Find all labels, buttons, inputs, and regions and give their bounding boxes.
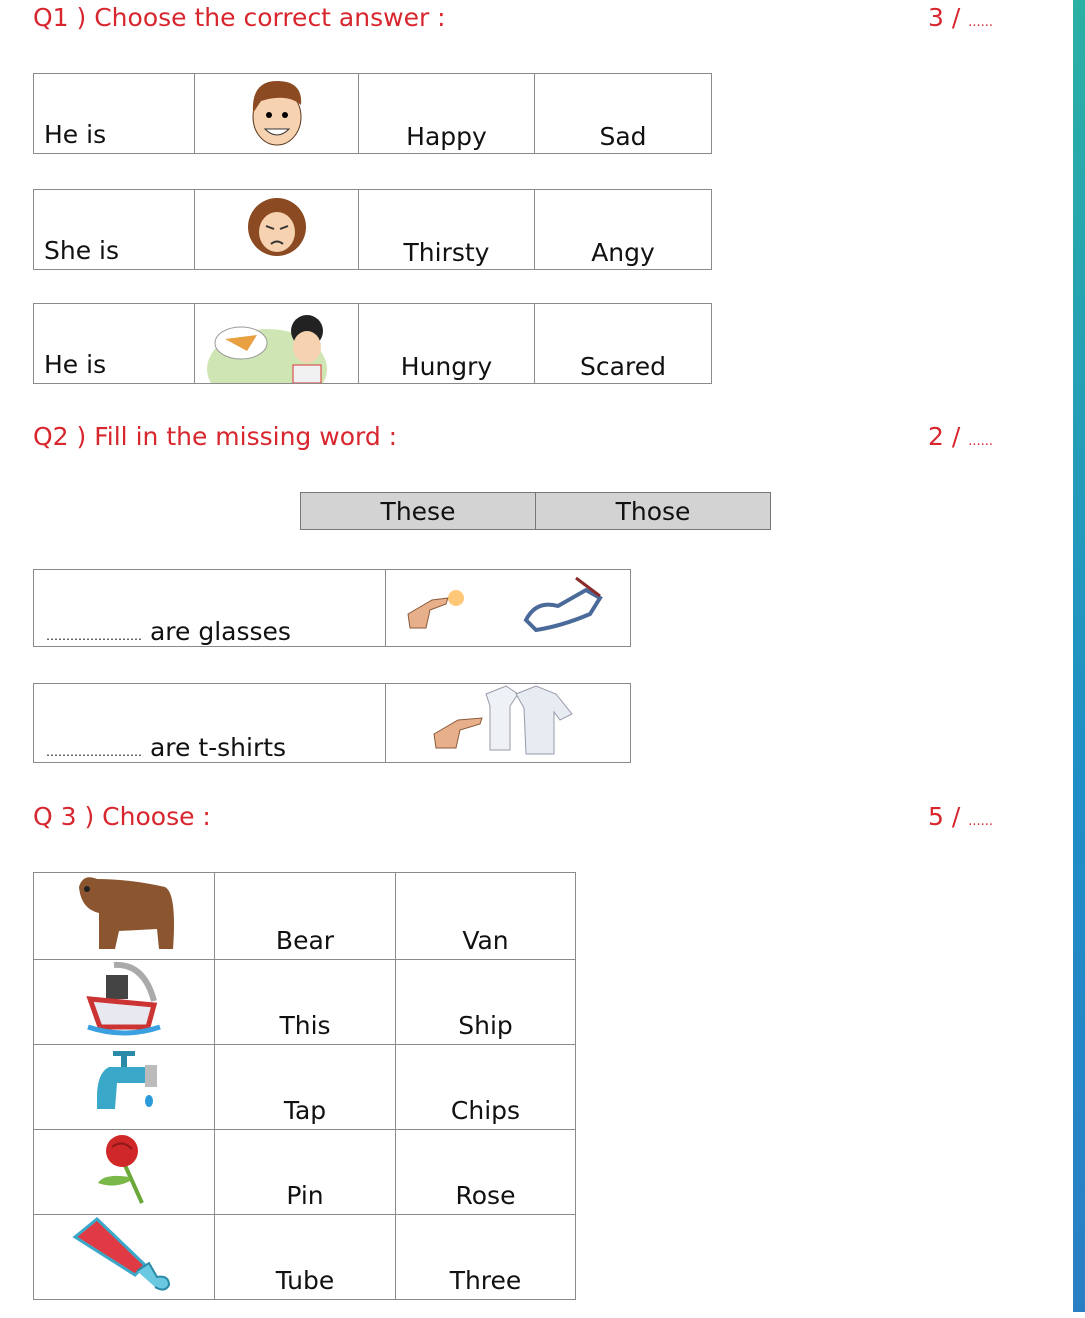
option-three[interactable]: Three — [396, 1215, 576, 1300]
toothpaste-tube-icon — [69, 1215, 179, 1293]
option-hungry[interactable]: Hungry — [359, 304, 535, 384]
row-label: She is — [34, 190, 195, 270]
hungry-boy-pizza-icon — [207, 309, 347, 383]
q2-row-1 — [33, 569, 631, 647]
table-row — [34, 873, 576, 960]
ship-icon — [84, 961, 164, 1037]
option-rose[interactable]: Rose — [396, 1130, 576, 1215]
q1-title: Q1 ) Choose the correct answer : — [33, 3, 446, 32]
pointing-tshirts-icon — [386, 684, 630, 756]
q2-row-2 — [33, 683, 631, 763]
bear-icon — [69, 873, 179, 953]
row-label: He is — [34, 304, 195, 384]
option-this[interactable]: This — [215, 960, 396, 1045]
word-those: Those — [536, 493, 771, 530]
option-tube[interactable]: Tube — [215, 1215, 396, 1300]
option-van[interactable]: Van — [396, 873, 576, 960]
q1-row-2 — [33, 189, 712, 270]
answer-blank[interactable]: …………………… — [46, 745, 142, 759]
rose-icon — [94, 1133, 154, 1205]
pointing-glasses-icon — [386, 570, 630, 640]
option-happy[interactable]: Happy — [359, 74, 535, 154]
table-row — [34, 1215, 576, 1300]
page-edge-bar — [1073, 0, 1085, 1312]
option-chips[interactable]: Chips — [396, 1045, 576, 1130]
row-label: He is — [34, 74, 195, 154]
table-row — [34, 1045, 576, 1130]
angry-girl-face-icon — [246, 196, 308, 258]
sentence-text: are t-shirts — [149, 733, 287, 762]
option-thirsty[interactable]: Thirsty — [359, 190, 535, 270]
q2-title: Q2 ) Fill in the missing word : — [33, 422, 398, 451]
word-bank — [300, 492, 771, 530]
table-row — [34, 960, 576, 1045]
sentence-text: are glasses — [149, 617, 291, 646]
table-row — [34, 1130, 576, 1215]
option-bear[interactable]: Bear — [215, 873, 396, 960]
option-angry[interactable]: Angy — [535, 190, 712, 270]
option-scared[interactable]: Scared — [535, 304, 712, 384]
q3-title: Q 3 ) Choose : — [33, 802, 211, 831]
q3-score: 5 / ...... — [928, 802, 994, 831]
option-sad[interactable]: Sad — [535, 74, 712, 154]
q3-table — [33, 872, 576, 1300]
option-ship[interactable]: Ship — [396, 960, 576, 1045]
word-these: These — [301, 493, 536, 530]
happy-boy-face-icon — [247, 75, 307, 147]
q2-score: 2 / ...... — [928, 422, 994, 451]
q1-score: 3 / ...... — [928, 3, 994, 32]
tap-icon — [89, 1049, 159, 1119]
q1-row-1 — [33, 73, 712, 154]
option-tap[interactable]: Tap — [215, 1045, 396, 1130]
option-pin[interactable]: Pin — [215, 1130, 396, 1215]
answer-blank[interactable]: …………………… — [46, 629, 142, 643]
q1-row-3 — [33, 303, 712, 384]
